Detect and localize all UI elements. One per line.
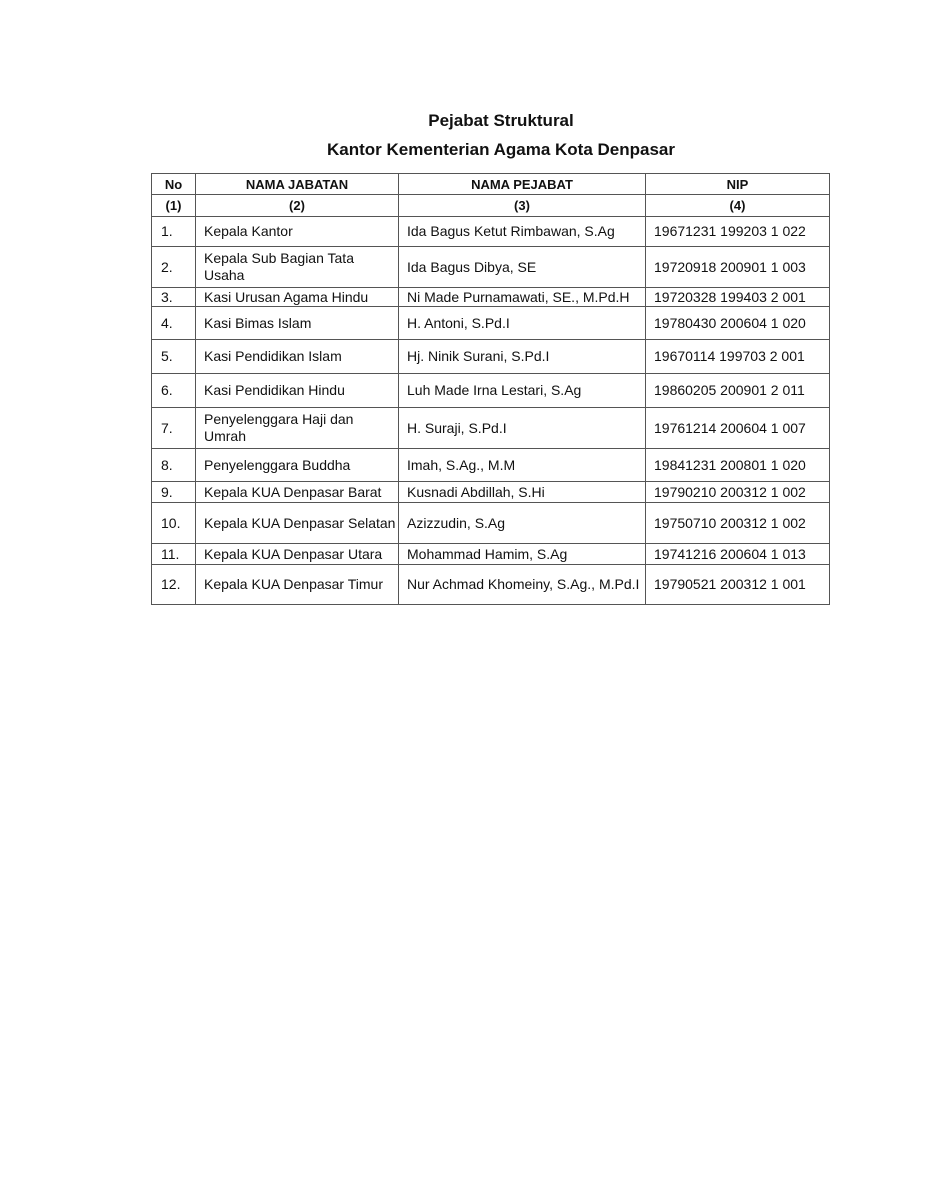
table-row — [152, 503, 830, 544]
row-no: 9. — [152, 482, 196, 503]
table-row — [152, 307, 830, 340]
document-subtitle: Kantor Kementerian Agama Kota Denpasar — [327, 140, 675, 159]
row-nip: 19790210 200312 1 002 — [646, 482, 830, 503]
header-nip: NIP — [646, 174, 830, 195]
row-jabatan: Kepala KUA Denpasar Timur — [196, 565, 399, 605]
row-pejabat: Mohammad Hamim, S.Ag — [399, 544, 646, 565]
row-jabatan: Kasi Bimas Islam — [196, 307, 399, 340]
row-pejabat: Imah, S.Ag., M.M — [399, 449, 646, 482]
row-jabatan: Kasi Urusan Agama Hindu — [196, 288, 399, 307]
officials-table — [151, 173, 830, 605]
row-pejabat: Azizzudin, S.Ag — [399, 503, 646, 544]
row-no: 11. — [152, 544, 196, 565]
row-nip: 19741216 200604 1 013 — [646, 544, 830, 565]
table-row — [152, 482, 830, 503]
row-jabatan: Kepala Sub Bagian Tata Usaha — [196, 247, 399, 288]
table-row — [152, 340, 830, 374]
row-no: 1. — [152, 217, 196, 247]
row-nip: 19720328 199403 2 001 — [646, 288, 830, 307]
table-row — [152, 217, 830, 247]
row-no: 4. — [152, 307, 196, 340]
header-jabatan: NAMA JABATAN — [196, 174, 399, 195]
row-nip: 19670114 199703 2 001 — [646, 340, 830, 374]
row-no: 12. — [152, 565, 196, 605]
table-row — [152, 449, 830, 482]
row-pejabat: Ni Made Purnamawati, SE., M.Pd.H — [399, 288, 646, 307]
table-row — [152, 565, 830, 605]
row-jabatan: Kasi Pendidikan Hindu — [196, 374, 399, 408]
row-no: 6. — [152, 374, 196, 408]
row-nip: 19671231 199203 1 022 — [646, 217, 830, 247]
row-jabatan: Penyelenggara Haji dan Umrah — [196, 408, 399, 449]
column-number: (1) — [152, 195, 196, 217]
table-row — [152, 544, 830, 565]
column-number: (2) — [196, 195, 399, 217]
table-row — [152, 288, 830, 307]
header-row — [152, 174, 830, 195]
row-jabatan: Penyelenggara Buddha — [196, 449, 399, 482]
row-no: 3. — [152, 288, 196, 307]
row-pejabat: Kusnadi Abdillah, S.Hi — [399, 482, 646, 503]
row-pejabat: H. Antoni, S.Pd.I — [399, 307, 646, 340]
row-nip: 19761214 200604 1 007 — [646, 408, 830, 449]
row-jabatan: Kasi Pendidikan Islam — [196, 340, 399, 374]
column-number: (4) — [646, 195, 830, 217]
row-no: 7. — [152, 408, 196, 449]
column-number-row — [152, 195, 830, 217]
row-nip: 19780430 200604 1 020 — [646, 307, 830, 340]
row-pejabat: Luh Made Irna Lestari, S.Ag — [399, 374, 646, 408]
column-number: (3) — [399, 195, 646, 217]
row-jabatan: Kepala KUA Denpasar Selatan — [196, 503, 399, 544]
document-title: Pejabat Struktural — [428, 111, 574, 130]
table-row — [152, 408, 830, 449]
row-nip: 19720918 200901 1 003 — [646, 247, 830, 288]
row-jabatan: Kepala KUA Denpasar Barat — [196, 482, 399, 503]
row-pejabat: Nur Achmad Khomeiny, S.Ag., M.Pd.I — [399, 565, 646, 605]
row-no: 5. — [152, 340, 196, 374]
row-no: 8. — [152, 449, 196, 482]
row-nip: 19750710 200312 1 002 — [646, 503, 830, 544]
row-pejabat: Ida Bagus Dibya, SE — [399, 247, 646, 288]
row-nip: 19860205 200901 2 011 — [646, 374, 830, 408]
row-nip: 19841231 200801 1 020 — [646, 449, 830, 482]
header-no: No — [152, 174, 196, 195]
row-pejabat: H. Suraji, S.Pd.I — [399, 408, 646, 449]
header-pejabat: NAMA PEJABAT — [399, 174, 646, 195]
table-row — [152, 374, 830, 408]
row-pejabat: Ida Bagus Ketut Rimbawan, S.Ag — [399, 217, 646, 247]
row-no: 2. — [152, 247, 196, 288]
row-jabatan: Kepala Kantor — [196, 217, 399, 247]
table-row — [152, 247, 830, 288]
row-no: 10. — [152, 503, 196, 544]
row-pejabat: Hj. Ninik Surani, S.Pd.I — [399, 340, 646, 374]
row-jabatan: Kepala KUA Denpasar Utara — [196, 544, 399, 565]
row-nip: 19790521 200312 1 001 — [646, 565, 830, 605]
